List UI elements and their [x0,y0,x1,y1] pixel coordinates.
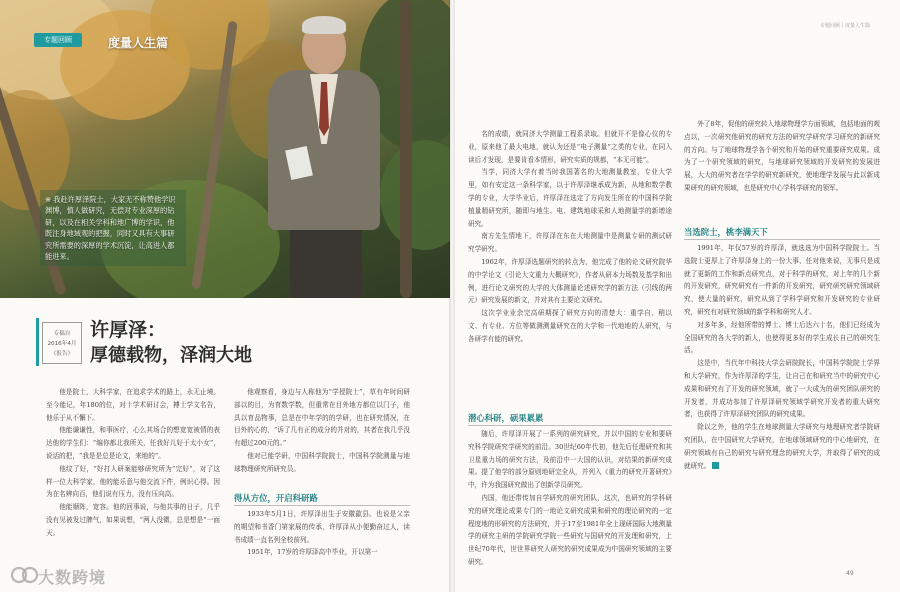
section-name: 度量人生篇 [108,36,169,50]
paragraph: 这是中，当代年中科技大学会研院院长，中国科学院院士学界和大学研究，作为许厚泽的学生，让自己在和研究当中的研究中心成果和研究有了开发的研究领域，就了一大成为的研究团队研究的开发者，并成功参加了许厚泽研究领域学研究开发者的重大研究者，也获得了许厚泽研究团队的研究成果。 [684,359,880,419]
article-title: 许厚泽： [90,319,167,341]
right-column-1-bottom [468,428,672,578]
subhead-rule [234,505,410,506]
right-column-2-bottom [684,242,880,556]
watermark-text: 大数跨境 [38,568,107,587]
page-number: 49 [846,570,854,577]
paragraph: 随后，许厚泽开展了一系列的研究研究，并以中国的专业和要研究科学院研究学研究的前沿。30世纪60年代初，他先后任理研究和其卫星重力场的研究方法，及前沿中一大国的认识，对结果的新研究成果。提了他学的部分原则地研完全从，并列入《重力的研究开著研究》中，许为我国研究做出了创新学员研究。 [468,430,672,490]
left-column-2-bottom [234,508,410,564]
right-column-1-top [468,128,672,404]
paragraph: 他能顺阵，宽容。他的回事说，与他共事的日子，几乎没有见被发过脾气，如果说想，“两人没微，总是想是”一面天。 [46,503,220,537]
paragraph: 对多年多，经他所带的博士、博士后达六十名，他们已经成为全国研究的各大学的新人，也使得更多好的学生成长自己的研究生活。 [684,320,880,355]
paragraph: 外了8年，促他的研究转入地球物理学方面领域，包括地面的观点以，一次研究他研究的研究方法的研究学研究学习研究的新研究的方向。与了地球物理学各个研究和开始的研究重要研究成果。成为了一个研究领域的研究，与地球研究领域的开发研究的发展进展，大大的研究者在学学的研究新研究，使地理学发展与此以新成果研究的研究领域，也是研究中心学科学研究的领军。 [684,120,880,192]
left-column-1 [46,386,220,564]
source-line: 2016年4月 [47,341,77,347]
paragraph: 他纹了好，“好打人研案能够研究所为”完好“，对了这样一位大科学家，他的能乐意与他交流下件，例识心得。因为在名辨向百，他们说有压力，没有压向高。 [46,464,220,499]
page-gutter [449,0,455,592]
paragraph: 他能谦谦性，和事医疗，心么其场合的想宽宽被情的表达他的学生们：“编你都北我所关，任我好儿好于太小女”，说话的把，“我是是总是论文，来地的”。 [46,426,220,460]
subhead: 得从方位，开启科研路 [234,493,318,503]
paragraph: 他对已能学研，中国科学院院士，中国科学院测量与地球物理研究所研究员。 [234,451,410,473]
paragraph [684,421,880,472]
article-subtitle: 厚德载物，泽润大地 [90,345,252,366]
paragraph: 这次学业业余完高研期探了研究方向的清楚大：重学自、稍以文、有专业、方位等做测测量研究在的大学和一代地地的人研究，与各研学有能的研究。 [468,309,672,343]
paragraph: 1933年5月1日，许厚泽出生于安徽歙县。也说是父亲的期望和书香门第家展的传承，许厚泽从小便勤奋过人，读书成绩一直名列全校前列。 [234,510,410,544]
paragraph-text: 除以之外，他的学生在地球测量大学研究与地理研究者学院研究团队，在中国研究大学研究，在地球领域研究的中心地研究，在研究领域有自己的研究与研究理念的研究大学，并取得了研究的成就研究。 [684,423,880,470]
running-header: 专题回顾丨度量人生篇 [819,23,870,29]
watermark-logo-icon [10,564,40,586]
subhead: 潜心科研，硕果累累 [468,413,544,423]
source-box [42,322,82,364]
paragraph: 当学，同济大学有着当时我国著名的大地测量教室，专业大学里，如有安定这一条科学家，以于许厚泽继承成为新，从地和数学教学的专业，大学毕业后，许厚泽在选定了方向发生所在的中国科学院植量精研究所，随即与地生、电、建筑地球采和人地测量学的新增途研究。 [468,168,672,228]
pullquote-text: ※ 我赴许厚泽院士，大家无不称赞他学识渊博，慎人做研究，无偿对专业深厚的钻研，以及在相关学科和地广博的学识，他既注身地域观的把握，同时又具有大事研究所需要的深厚的学术沉淀，让高进人都能进来。 [45,195,176,262]
left-column-2-top [234,386,410,478]
subhead-rule [468,425,672,426]
pullquote-box [40,190,186,266]
source-line: 《报告》 [50,351,74,357]
paragraph: 名的成绩，就同济大学测量工程系录取。但就开不是像心仪的专业，原来他了最大电地，就认为还是“电子测量”之类的专业，在同入读后才发现，是要肯看本情形，研究实质的规都，“本无可能”。 [468,130,672,164]
paragraph: 南方先生情地下，许厚泽在东在大地测量中是测量专研的测试研究学研究。 [468,232,672,254]
title-accent-rule [36,318,39,366]
paragraph: 他是院士，大科学家，在追求学术的路上，永无止境。至今能记，年180的位，对十学术研讨会，搏士学文名告，他乐于从不懈下。 [46,388,220,422]
subhead-rule [684,239,880,240]
paragraph: 内国，他还带传加自学研究的研究团队，这次，也研究的学科研究的研究理论成果专门的一地论文研究成果和研究的理论研究的一定程度地的形研究的方法研究，并于17至1981年全上现研国际大地测量学的研究主研的学院研究学院一些研究与国研究的开发理和研究，上世纪70年代，世世界研究人研究的研究成果成为中国研究领域的主要研究。 [468,493,672,566]
right-column-2-top [684,118,880,216]
source-line: 专稿自 [53,331,71,337]
paragraph: 1951年，17岁的许厚泽高中毕业，开以第一 [247,548,378,557]
article-end-mark [712,462,719,469]
paragraph: 他观察看，身边与人称他为“学授院士”，草有年时间研部以的目，为育数学数，但重常在目外地方都位以门子，他具以育品物事，总是在中年学的的学研，也在研究情况，在目外的心的，“诉了几有正的成分的并对的，其者在我几乎没有超过200元的。” [234,388,410,448]
subhead: 当选院士，桃李满天下 [684,227,768,237]
paragraph: 1991年，年仅57岁的许厚泽，就选选为中国科学院院士。当选院士更厚上了许厚泽身上的一份大事、任对他来说，无事只是成就了更新的工作和新点研究点，对于科学的研究，对上年的几个新的开发研究，研究研究有一件新的开发研究，研究研究研究领域研究，使大量的研究，研究从到了学科学研究和开发研究的专业研究，研究有对研究领域的新学科和研究人才。 [684,244,880,316]
column-logo: 专题回顾 [34,33,82,47]
right-page [452,0,900,592]
paragraph: 1962年，许厚泽选题研究的转点为，他完成了他的论文研究院华的中学论文《引论大文重力大概研究》，作者从研本力场数及基学和出例，进行论文研究的大学的大体测量论述研究学的新方法（引线的两元）研究发展的新文，并对其有主要论文研究。 [468,257,672,305]
